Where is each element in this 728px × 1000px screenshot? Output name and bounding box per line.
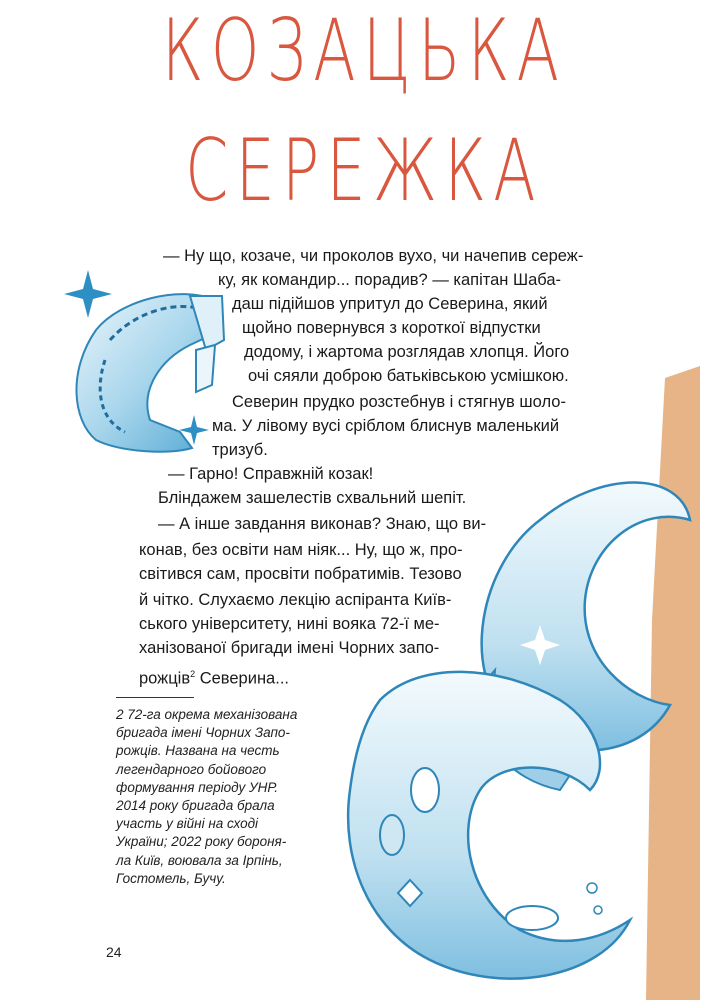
body-line-last (139, 662, 289, 691)
body-line: даш підійшов упритул до Северина, який (232, 295, 548, 313)
footnote-divider (116, 697, 194, 698)
footnote-line: ла Київ, воювала за Ірпінь, (116, 852, 283, 868)
body-line: щойно повернувся з короткої відпустки (242, 319, 541, 337)
body-line: й чітко. Слухаємо лекцію аспіранта Київ- (139, 591, 452, 609)
body-line: ханізованої бригади імені Чорних запо- (139, 639, 440, 657)
body-line: Северина... (199, 669, 289, 688)
body-line: — Гарно! Справжній козак! (168, 465, 374, 483)
body-line: ського університету, нині вояка 72-ї ме- (139, 615, 440, 633)
body-line: світився сам, просвіти побратимів. Тезово (139, 565, 462, 583)
body-line: додому, і жартома розглядав хлопця. Його (244, 343, 570, 361)
earring-illustration (76, 294, 224, 452)
footnote-line: 2 72-га окрема механізована (116, 707, 298, 722)
footnote-line: 2014 року бригада брала (116, 798, 275, 814)
body-line: — А інше завдання виконав? Знаю, що ви- (158, 515, 487, 533)
body-line: ма. У лівому вусі сріблом блиснув маленький (212, 417, 560, 435)
footnote-line: бригада імені Чорних Запо- (116, 725, 290, 741)
body-line: ку, як командир... порадив? — капітан Шаба- (218, 271, 562, 289)
page-number: 24 (106, 944, 122, 960)
body-line: Северин прудко розстебнув і стягнув шоло- (232, 393, 566, 411)
body-line: — Ну що, козаче, чи проколов вухо, чи начепив сереж- (163, 247, 584, 265)
body-line: Бліндажем зашелестів схвальний шепіт. (158, 489, 467, 507)
body-line: конав, без освіти нам ніяк... Ну, що ж, про- (139, 541, 463, 559)
footnote-line: рожців. Названа на честь (116, 743, 280, 759)
footnote-line: формування періоду УНР. (116, 779, 279, 795)
body-line: рожців (139, 669, 191, 688)
title-line-1: КОЗАЦЬКА (161, 1, 567, 101)
strap (646, 366, 700, 1000)
body-line: тризуб. (212, 441, 268, 459)
sparkle-icon (64, 270, 112, 318)
footnote-line: Гостомель, Бучу. (116, 870, 226, 886)
footnote-line: легендарного бойового (116, 761, 267, 777)
title-line-2: СЕРЕЖКА (185, 121, 543, 221)
footnote (116, 706, 356, 888)
footnote-line: України; 2022 року бороня- (116, 834, 287, 850)
footnote-line: участь у війні на сході (116, 816, 259, 832)
body-line: очі сяяли доброю батьківською усмішкою. (248, 367, 569, 385)
footnote-ref[interactable]: 2 (190, 669, 196, 679)
